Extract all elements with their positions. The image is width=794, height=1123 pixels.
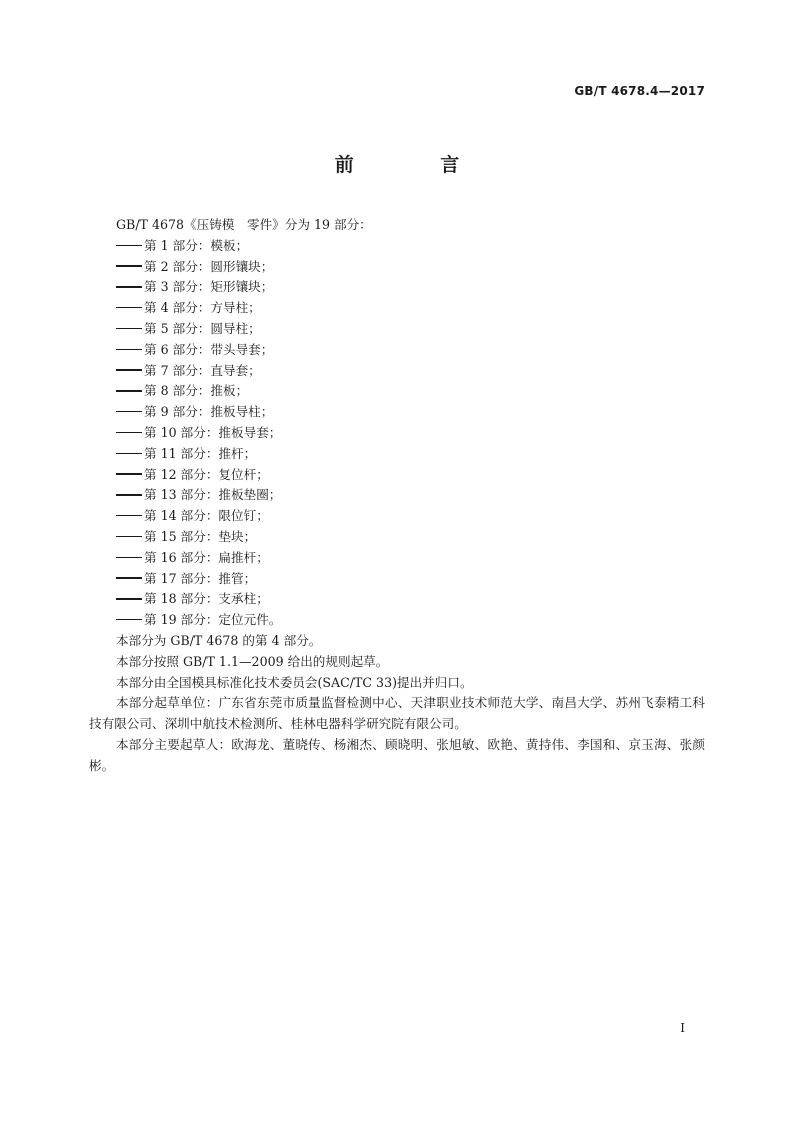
list-item-text: 第 9 部分：推板导柱； (144, 404, 274, 420)
list-item-text: 第 8 部分：推板； (144, 383, 249, 399)
dash-marker (116, 245, 142, 247)
list-item-text: 第 3 部分：矩形镶块； (144, 279, 274, 295)
dash-marker (116, 369, 142, 371)
list-item-text: 第 6 部分：带头导套； (144, 341, 274, 357)
list-item (89, 569, 705, 590)
page-number: I (680, 1021, 685, 1035)
list-item (89, 277, 705, 298)
list-item-text: 第 13 部分：推板垫圈； (144, 487, 282, 503)
dash-marker (116, 473, 142, 475)
dash-marker (116, 286, 142, 288)
list-item-text: 第 12 部分：复位杆； (144, 466, 269, 482)
list-item (89, 298, 705, 319)
list-item-text: 第 19 部分：定位元件。 (144, 612, 282, 628)
list-item (89, 444, 705, 465)
list-item (89, 610, 705, 631)
list-item-text: 第 10 部分：推板导套； (144, 424, 282, 440)
dash-marker (116, 432, 142, 434)
list-item (89, 548, 705, 569)
proposer-paragraph: 本部分由全国模具标准化技术委员会(SAC/TC 33)提出并归口。 (116, 674, 473, 690)
dash-marker (116, 577, 142, 579)
list-item (89, 340, 705, 361)
list-item-text: 第 4 部分：方导柱； (144, 300, 261, 316)
dash-marker (116, 557, 142, 559)
drafting-rules-paragraph: 本部分按照 GB/T 1.1—2009 给出的规则起草。 (116, 653, 389, 669)
list-item-text: 第 16 部分：扁推杆； (144, 549, 269, 565)
list-item (89, 589, 705, 610)
dash-marker (116, 515, 142, 517)
dash-marker (116, 453, 142, 455)
dash-marker (116, 494, 142, 496)
list-item (89, 236, 705, 257)
dash-marker (116, 536, 142, 538)
list-item (89, 465, 705, 486)
list-item-text: 第 14 部分：限位钉； (144, 508, 269, 524)
standard-code: GB/T 4678.4—2017 (574, 84, 705, 98)
parts-list (89, 236, 705, 631)
part-number-paragraph: 本部分为 GB/T 4678 的第 4 部分。 (116, 632, 322, 648)
dash-marker (116, 265, 142, 267)
dash-marker (116, 598, 142, 600)
list-item-text: 第 2 部分：圆形镶块； (144, 258, 274, 274)
foreword-body (89, 215, 705, 777)
list-item-text: 第 1 部分：模板； (144, 237, 249, 253)
dash-marker (116, 390, 142, 392)
page-title: 前 言 (334, 154, 500, 176)
list-item-text: 第 5 部分：圆导柱； (144, 320, 261, 336)
list-item (89, 319, 705, 340)
dash-marker (116, 619, 142, 621)
dash-marker (116, 307, 142, 309)
list-item (89, 423, 705, 444)
list-item (89, 257, 705, 278)
list-item-text: 第 7 部分：直导套； (144, 362, 261, 378)
list-item (89, 361, 705, 382)
intro-paragraph: GB/T 4678《压铸模 零件》分为 19 部分： (116, 217, 372, 232)
drafters-paragraph: 本部分主要起草人：欧海龙、董晓传、杨湘杰、顾晓明、张旭敏、欧艳、黄持伟、李国和、京玉海、张颜彬。 (89, 736, 705, 773)
list-item (89, 381, 705, 402)
list-item-text: 第 17 部分：推管； (144, 570, 257, 586)
list-item (89, 402, 705, 423)
dash-marker (116, 411, 142, 413)
dash-marker (116, 328, 142, 330)
drafting-units-paragraph: 本部分起草单位：广东省东莞市质量监督检测中心、天津职业技术师范大学、南昌大学、苏州飞泰精工科技有限公司、深圳中航技术检测所、桂林电器科学研究院有限公司。 (89, 695, 705, 732)
list-item (89, 485, 705, 506)
list-item (89, 506, 705, 527)
list-item (89, 527, 705, 548)
dash-marker (116, 349, 142, 351)
list-item-text: 第 15 部分：垫块； (144, 528, 257, 544)
list-item-text: 第 18 部分：支承柱； (144, 591, 269, 607)
list-item-text: 第 11 部分：推杆； (144, 445, 257, 461)
